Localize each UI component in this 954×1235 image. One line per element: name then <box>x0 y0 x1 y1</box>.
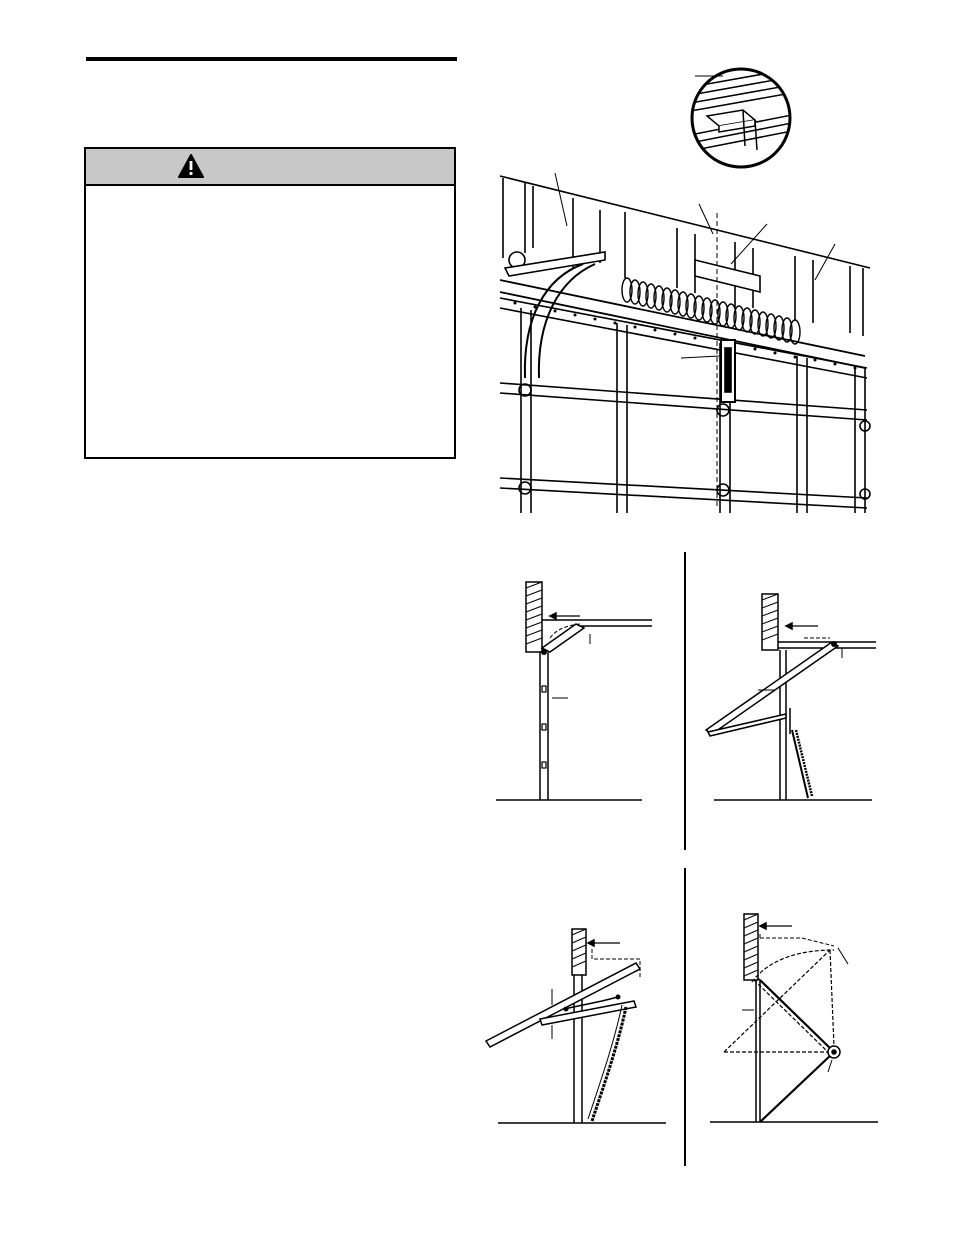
magnifier-detail-icon <box>685 66 797 170</box>
one-piece-door-tilting-diagram <box>484 925 669 1130</box>
warning-header <box>86 149 454 186</box>
one-piece-door-pivot-diagram <box>708 910 880 1128</box>
sectional-door-diagram <box>492 578 660 808</box>
section-heading-rule <box>86 57 457 61</box>
one-piece-door-track-diagram <box>700 590 878 808</box>
figure-divider-top <box>684 552 686 850</box>
warning-triangle-icon <box>178 154 204 178</box>
garage-door-header-illustration <box>495 168 875 513</box>
warning-box <box>84 147 456 459</box>
figure-divider-bottom <box>684 868 686 1166</box>
